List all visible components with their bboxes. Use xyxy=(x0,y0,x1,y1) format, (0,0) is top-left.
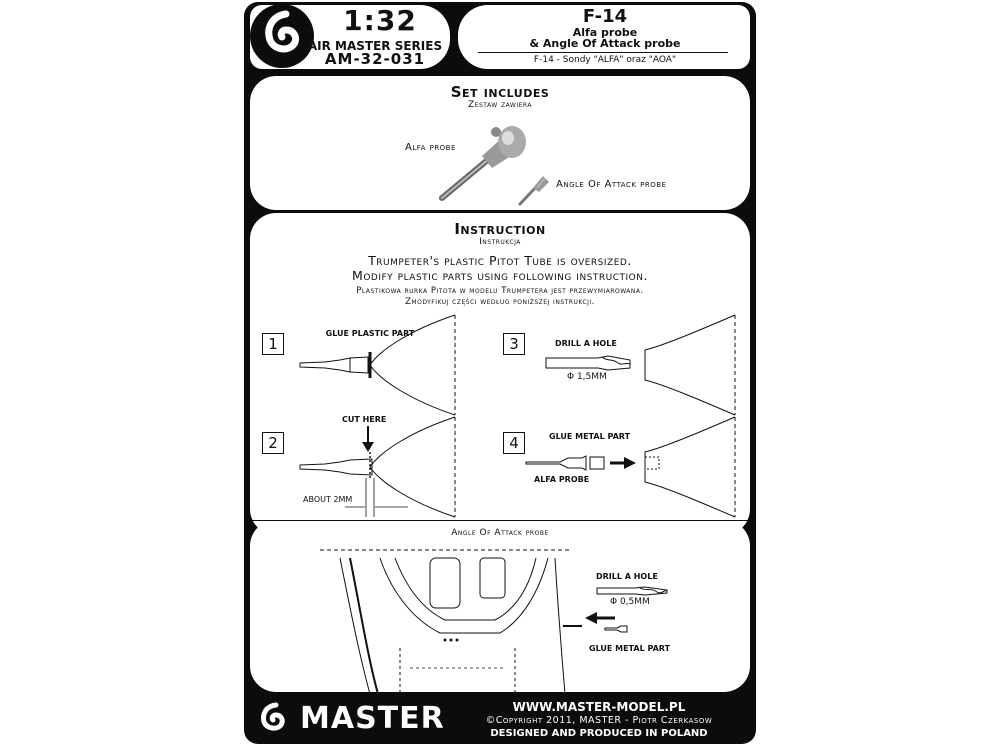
item-alfa-probe-label: Alfa probe xyxy=(405,142,456,153)
footer-url: WWW.MASTER-MODEL.PL xyxy=(512,700,686,714)
step-3-note: Φ 1,5MM xyxy=(567,372,607,382)
instruction-title: Instruction xyxy=(454,220,546,238)
step-2-label: CUT HERE xyxy=(342,415,387,424)
step-3-label: DRILL A HOLE xyxy=(555,339,617,348)
product-code: AM-32-031 xyxy=(324,50,426,68)
polish-title: F-14 - Sondy "ALFA" oraz "AOA" xyxy=(533,55,677,65)
instruction-line-1: Trumpeter's plastic Pitot Tube is oversized. xyxy=(368,253,632,268)
step-4-note: ALFA PROBE xyxy=(534,475,590,484)
footer-brand: MASTER xyxy=(300,701,445,736)
aoa-fuselage-diagram xyxy=(320,548,590,694)
step-1-label: GLUE PLASTIC PART xyxy=(325,329,415,338)
step-4-label: GLUE METAL PART xyxy=(549,432,631,441)
set-includes-title: Set includes xyxy=(450,83,550,101)
footer-logo-swirl-icon xyxy=(250,697,294,741)
aoa-section-divider xyxy=(250,520,750,521)
aoa-glue-label: GLUE METAL PART xyxy=(589,644,671,653)
footer-copyright: ©Copyright 2011, MASTER - Piotr Czerkasow xyxy=(485,715,713,726)
aoa-title: Angle Of Attack probe xyxy=(451,528,549,538)
scale-label: 1:32 xyxy=(343,4,417,37)
step-1-diagram xyxy=(290,310,470,420)
item-aoa-probe-label: Angle Of Attack probe xyxy=(556,179,667,190)
aoa-insert-arrow xyxy=(585,610,635,636)
footer-made-in: DESIGNED AND PRODUCED IN POLAND xyxy=(490,728,708,739)
instruction-polish: Instrukcja xyxy=(479,237,521,247)
instruction-polish-line-2: Zmodyfikuj części według poniższej instrukcji. xyxy=(405,297,595,307)
aircraft-title: F-14 xyxy=(582,6,628,27)
aoa-drill-bit-icon xyxy=(595,584,675,598)
step-2-note: ABOUT 2MM xyxy=(303,495,353,504)
aoa-drill-diameter: Φ 0,5MM xyxy=(610,597,650,607)
instruction-polish-line-1: Plastikowa rurka Pitota w modelu Trumpetera jest przewymiarowana. xyxy=(356,286,644,296)
step-1-number: 1 xyxy=(262,333,284,355)
instruction-line-2: Modify plastic parts using following instruction. xyxy=(352,268,648,283)
subtitle-alfa: Alfa probe xyxy=(572,26,638,39)
series-label: AIR MASTER SERIES xyxy=(307,39,443,53)
step-3-diagram xyxy=(540,310,740,420)
step-4-diagram xyxy=(520,412,740,522)
aoa-probe-render xyxy=(515,170,555,210)
set-includes-polish: Zestaw zawiera xyxy=(468,100,532,110)
step-4-number: 4 xyxy=(503,432,525,454)
step-3-number: 3 xyxy=(503,333,525,355)
header-divider xyxy=(478,52,728,53)
subtitle-aoa: & Angle Of Attack probe xyxy=(529,37,681,50)
step-2-diagram xyxy=(290,412,470,522)
step-2-number: 2 xyxy=(262,432,284,454)
aoa-drill-label: DRILL A HOLE xyxy=(596,572,658,581)
